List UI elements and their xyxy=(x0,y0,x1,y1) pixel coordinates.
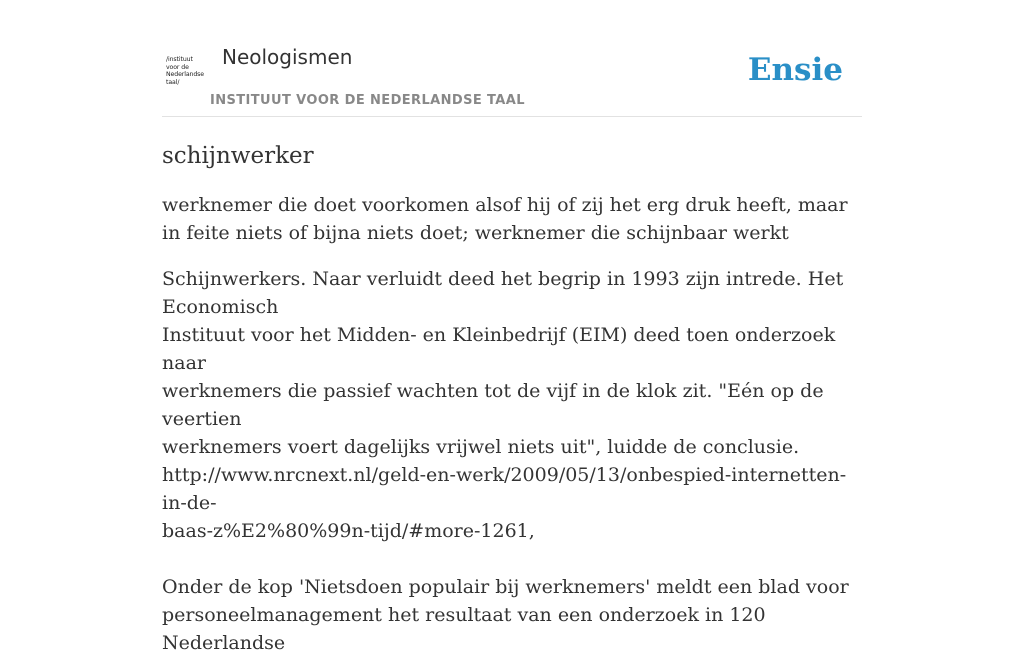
entry-example xyxy=(162,265,862,657)
example-blank-line xyxy=(162,545,862,573)
ensie-brand-link[interactable]: Ensie xyxy=(747,52,843,88)
site-name-link[interactable]: Neologismen xyxy=(222,45,353,69)
logo-line: Nederlandse xyxy=(166,71,205,79)
logo-line: taal/ xyxy=(166,78,180,86)
entry-term: schijnwerker xyxy=(162,143,314,169)
logo-line: /instituut xyxy=(166,56,193,63)
example-line: werknemers die passief wachten tot de vijf in de klok zit. "Eén op de veertien xyxy=(162,380,824,430)
institute-logo[interactable] xyxy=(166,56,208,86)
example-line: Onder de kop 'Nietsdoen populair bij werknemers' meldt een blad voor xyxy=(162,576,849,598)
example-line: Schijnwerkers. Naar verluidt deed het begrip in 1993 zijn intrede. Het Economisch xyxy=(162,268,844,318)
example-line: Instituut voor het Midden- en Kleinbedrijf (EIM) deed toen onderzoek naar xyxy=(162,324,836,374)
logo-line: voor de xyxy=(166,63,189,71)
example-line: personeelmanagement het resultaat van een onderzoek in 120 Nederlandse xyxy=(162,604,766,654)
example-url-line: http://www.nrcnext.nl/geld-en-werk/2009/05/13/onbespied-internetten-in-de- xyxy=(162,464,847,514)
header xyxy=(162,0,862,117)
site-subtitle: INSTITUUT VOOR DE NEDERLANDSE TAAL xyxy=(210,93,525,108)
example-url-line: baas-z%E2%80%99n-tijd/#more-1261, xyxy=(162,520,535,542)
entry-definition: werknemer die doet voorkomen alsof hij of zij het erg druk heeft, maar in feite niets of bijna niets doet; werknemer die schijnbaar werkt xyxy=(162,194,848,244)
content-container xyxy=(162,0,862,657)
example-line: werknemers voert dagelijks vrijwel niets uit", luidde de conclusie. xyxy=(162,436,800,458)
